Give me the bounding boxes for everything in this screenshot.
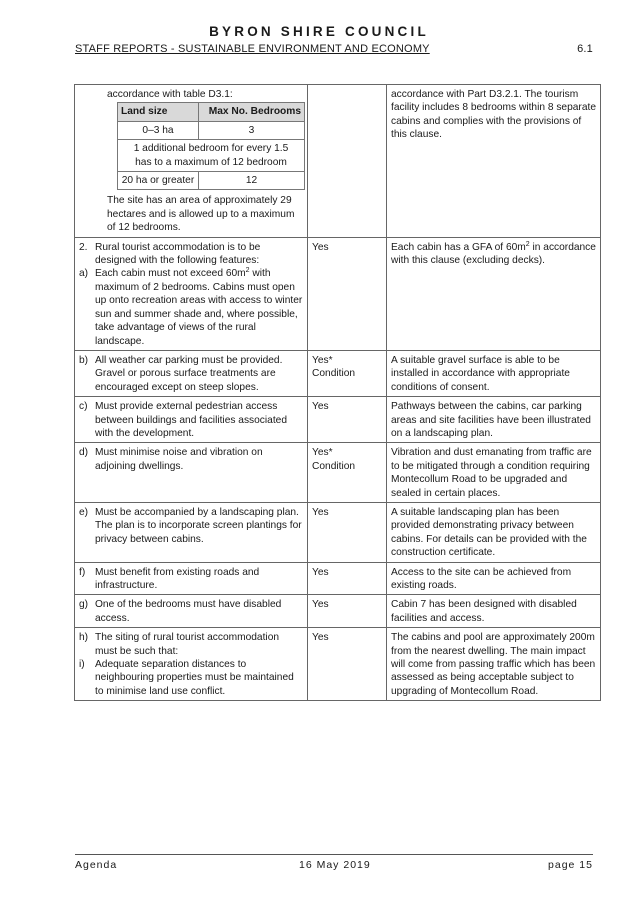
comment-cell: Pathways between the cabins, car parking areas and site facilities have been illustrated on a landscaping plan. <box>387 397 601 443</box>
item-text: Rural tourist accommodation is to be designed with the following features: <box>95 241 261 267</box>
condition-label: Condition <box>312 460 356 472</box>
item-label: b) <box>79 354 89 366</box>
item-text: Each cabin must not exceed $60m^2$ with maximum of 2 bedrooms. Cabins must open up onto recreation areas with access to winter sun and summer shade and, where possible, take advantage of views of the rural landscape. <box>95 267 303 347</box>
comment-cell: A suitable gravel surface is able to be installed in accordance with appropriate conditions of consent. <box>387 350 601 396</box>
compliance-cell: Yes <box>308 595 387 628</box>
footer-page: page 15 <box>548 859 593 871</box>
requirement-cell <box>75 562 308 595</box>
item-label: h) <box>79 632 89 644</box>
intro-lead: accordance with table D3.1: <box>107 89 233 100</box>
requirement-cell <box>75 350 308 396</box>
compliance-cell: Yes* Condition <box>308 350 387 396</box>
requirement-cell <box>75 595 308 628</box>
item-label: d) <box>79 447 89 459</box>
max-bedrooms-header: Max No. Bedrooms <box>199 103 305 121</box>
land-size-cell: 20 ha or greater <box>118 172 199 190</box>
comment-cell: Access to the site can be achieved from existing roads. <box>387 562 601 595</box>
compliance-cell: Yes <box>308 237 387 350</box>
compliance-cell: Yes* Condition <box>308 443 387 503</box>
compliance-cell: Yes <box>308 502 387 562</box>
item-label: c) <box>79 401 88 413</box>
table-row <box>75 502 601 562</box>
compliance-cell: Yes <box>308 562 387 595</box>
comment-cell: A suitable landscaping plan has been provided demonstrating privacy between cabins. For details can be provided with the construction certificate. <box>387 502 601 562</box>
item-text: Must be accompanied by a landscaping plan. The plan is to incorporate screen plantings for privacy between cabins. <box>95 506 302 545</box>
table-row <box>75 397 601 443</box>
item-label: i) <box>79 659 85 671</box>
bedrooms-cell: 3 <box>199 121 305 139</box>
compliance-cell: Yes <box>308 628 387 701</box>
compliance-table <box>74 84 601 701</box>
bedrooms-cell: 12 <box>199 172 305 190</box>
comment-cell: The cabins and pool are approximately 200m from the nearest dwelling. The main impact will come from passing traffic which has been assessed as being acceptable subject to upgrading of Montecollum Road. <box>387 628 601 701</box>
table-row <box>75 85 601 238</box>
item-text: Must minimise noise and vibration on adjoining dwellings. <box>95 447 263 472</box>
item-text: The siting of rural tourist accommodation must be such that: <box>95 632 280 657</box>
table-row <box>75 443 601 503</box>
footer-left: Agenda <box>75 859 118 871</box>
table-row <box>75 595 601 628</box>
item-text: Must provide external pedestrian access between buildings and facilities associated with the development. <box>95 401 287 439</box>
requirement-cell <box>75 443 308 503</box>
compliance-cell: Yes <box>308 397 387 443</box>
item-text: All weather car parking must be provided. Gravel or porous surface treatments are encouraged except on steep slopes. <box>95 354 283 393</box>
table-row <box>75 237 601 350</box>
item-label: f) <box>79 566 86 578</box>
requirement-cell <box>75 85 308 238</box>
land-size-header: Land size <box>118 103 199 121</box>
item-text: Adequate separation distances to neighbouring properties must be maintained to minimise land use conflict. <box>95 659 294 697</box>
table-row <box>75 628 601 701</box>
comment-cell: Cabin 7 has been designed with disabled facilities and access. <box>387 595 601 628</box>
land-size-cell: 0–3 ha <box>118 121 199 139</box>
bedroom-table <box>117 102 305 190</box>
table-row <box>75 350 601 396</box>
comment-cell: accordance with Part D3.2.1. The tourism facility includes 8 bedrooms within 8 separate cabins and complies with the provisions of this clause. <box>387 85 601 238</box>
comment-cell: Each cabin has a GFA of $60m^2$ in accordance with this clause (excluding decks). <box>387 237 601 350</box>
condition-label: Condition <box>312 368 356 380</box>
report-header <box>75 43 593 55</box>
item-label: e) <box>79 506 89 518</box>
item-number: 6.1 <box>577 43 593 55</box>
additional-bedroom-cell: 1 additional bedroom for every 1.5 has to a maximum of 12 bedroom <box>118 140 305 172</box>
comment-cell: Vibration and dust emanating from traffic are to be mitigated through a condition requiring Montecollum Road to be upgraded and sealed in certain places. <box>387 443 601 503</box>
item-text: One of the bedrooms must have disabled access. <box>95 599 282 624</box>
page-footer <box>75 854 593 873</box>
compliance-cell <box>308 85 387 238</box>
requirement-cell <box>75 502 308 562</box>
requirement-cell <box>75 397 308 443</box>
council-name: BYRON SHIRE COUNCIL <box>209 24 429 39</box>
requirement-cell <box>75 628 308 701</box>
site-note: The site has an area of approximately 29 hectares and is allowed up to a maximum of 12 bedrooms. <box>107 195 295 234</box>
report-title: STAFF REPORTS - SUSTAINABLE ENVIRONMENT AND ECONOMY <box>75 43 430 55</box>
item-label: g) <box>79 599 89 611</box>
footer-date: 16 May 2019 <box>299 859 371 871</box>
requirement-cell <box>75 237 308 350</box>
item-label: 2. <box>79 241 88 253</box>
item-label: a) <box>79 268 89 280</box>
item-text: Must benefit from existing roads and infrastructure. <box>95 566 260 591</box>
table-row <box>75 562 601 595</box>
